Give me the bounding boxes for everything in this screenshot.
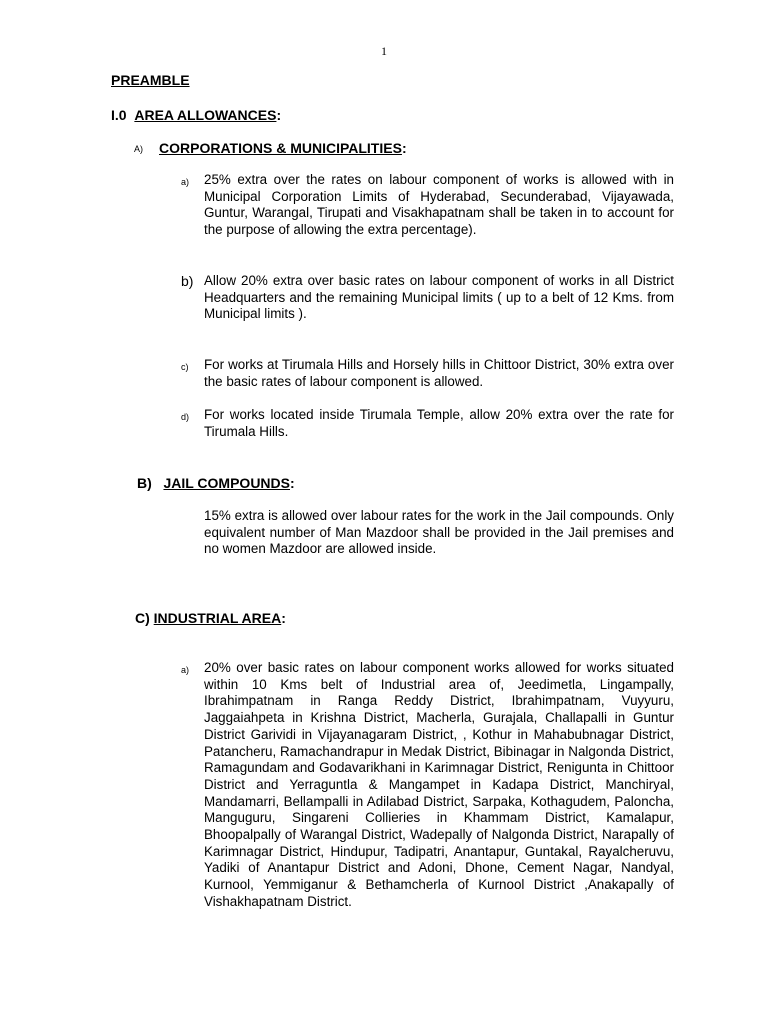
item-a-d-text: For works located inside Tirumala Temple, allow 20% extra over the rate for Tirumala Hills. [204,407,674,439]
preamble-heading [111,72,190,88]
subsection-a-marker: A) [134,144,143,154]
subsection-c-title: INDUSTRIAL AREA [153,610,282,626]
item-a-c-marker: c) [181,362,189,372]
item-a-a-text: 25% extra over the rates on labour component of works is allowed with in Municipal Corporation Limits of Hyderabad, Secunderabad, Vijayawada, Guntur, Warangal, Tirupati and Visakhapatnam shall be taken in to account for the purpose of allowing the extra percentage). [204,172,674,238]
item-c-a-text: 20% over basic rates on labour component works allowed for works situated within 10 Kms belt of Industrial area of, Jeedimetla, Lingampally, Ibrahimpatnam in Ranga Reddy District, Ibrahimpatnam, Vuyyuru, Jaggaiahpeta in Krishna District, Macherla, Gurajala, Challapalli in Guntur District Garividi in Vijayanagaram District, , Kothur in Mahabubnagar District, Patancheru, Ramachandrapur in Medak District, Bibinagar in Nalgonda District, Ramagundam and Godavarikhani in Karimnagar District, Renigunta in Chittoor District and Yerraguntla & Mangampet in Kadapa District, Manchiryal, Mandamarri, Bellampalli in Adilabad District, Sarpaka, Kothagudem, Paloncha, Manguguru, Singareni Collieries in Khammam District, Kamalapur, Bhoopalpally of Warangal District, Wadepally of Nalgonda District, Narapally of Karimnagar District, Hindupur, Tadipatri, Anantapur, Guntakal, Rayalcheruvu, Yadiki of Anantapur District and Adoni, Dhone, Cement Nagar, Nandyal, Kurnool, Yemmiganur & Bethamcherla of Kurnool District ,Anakapally of Vishakhapatnam District. [204,660,674,909]
section-heading [111,107,281,123]
item-a-b-text: Allow 20% extra over basic rates on labour component of works in all District Headquarters and the remaining Municipal limits ( up to a belt of 12 Kms. from Municipal limits ). [204,273,674,322]
item-a-b-marker: b) [181,273,194,289]
subsection-a-heading [159,140,407,156]
page-number: 1 [381,44,387,58]
subsection-b-colon: : [290,475,295,491]
subsection-c-colon: : [281,610,286,626]
subsection-b-title: JAIL COMPOUNDS [163,475,290,491]
subsection-a-colon: : [401,140,407,156]
subsection-c-heading [135,610,286,626]
subsection-b-marker: B) [137,475,152,491]
item-a-a-marker: a) [181,177,190,187]
preamble-title: PREAMBLE [111,72,190,88]
subsection-b-text: 15% extra is allowed over labour rates for the work in the Jail compounds. Only equivalent number of Man Mazdoor shall be provided in the Jail premises and no women Mazdoor are allowed inside. [204,508,674,557]
subsection-a-title: CORPORATIONS & MUNICIPALITIES [159,140,402,156]
item-a-c-text: For works at Tirumala Hills and Horsely hills in Chittoor District, 30% extra over the basic rates of labour component is allowed. [204,357,674,389]
item-c-a-marker: a) [181,665,190,675]
section-title: AREA ALLOWANCES [134,107,277,123]
section-colon: : [276,107,282,123]
subsection-c-marker: C) [135,610,150,626]
section-number: I.0 [111,107,127,123]
subsection-b-heading [137,475,295,491]
item-a-d-marker: d) [181,412,190,422]
